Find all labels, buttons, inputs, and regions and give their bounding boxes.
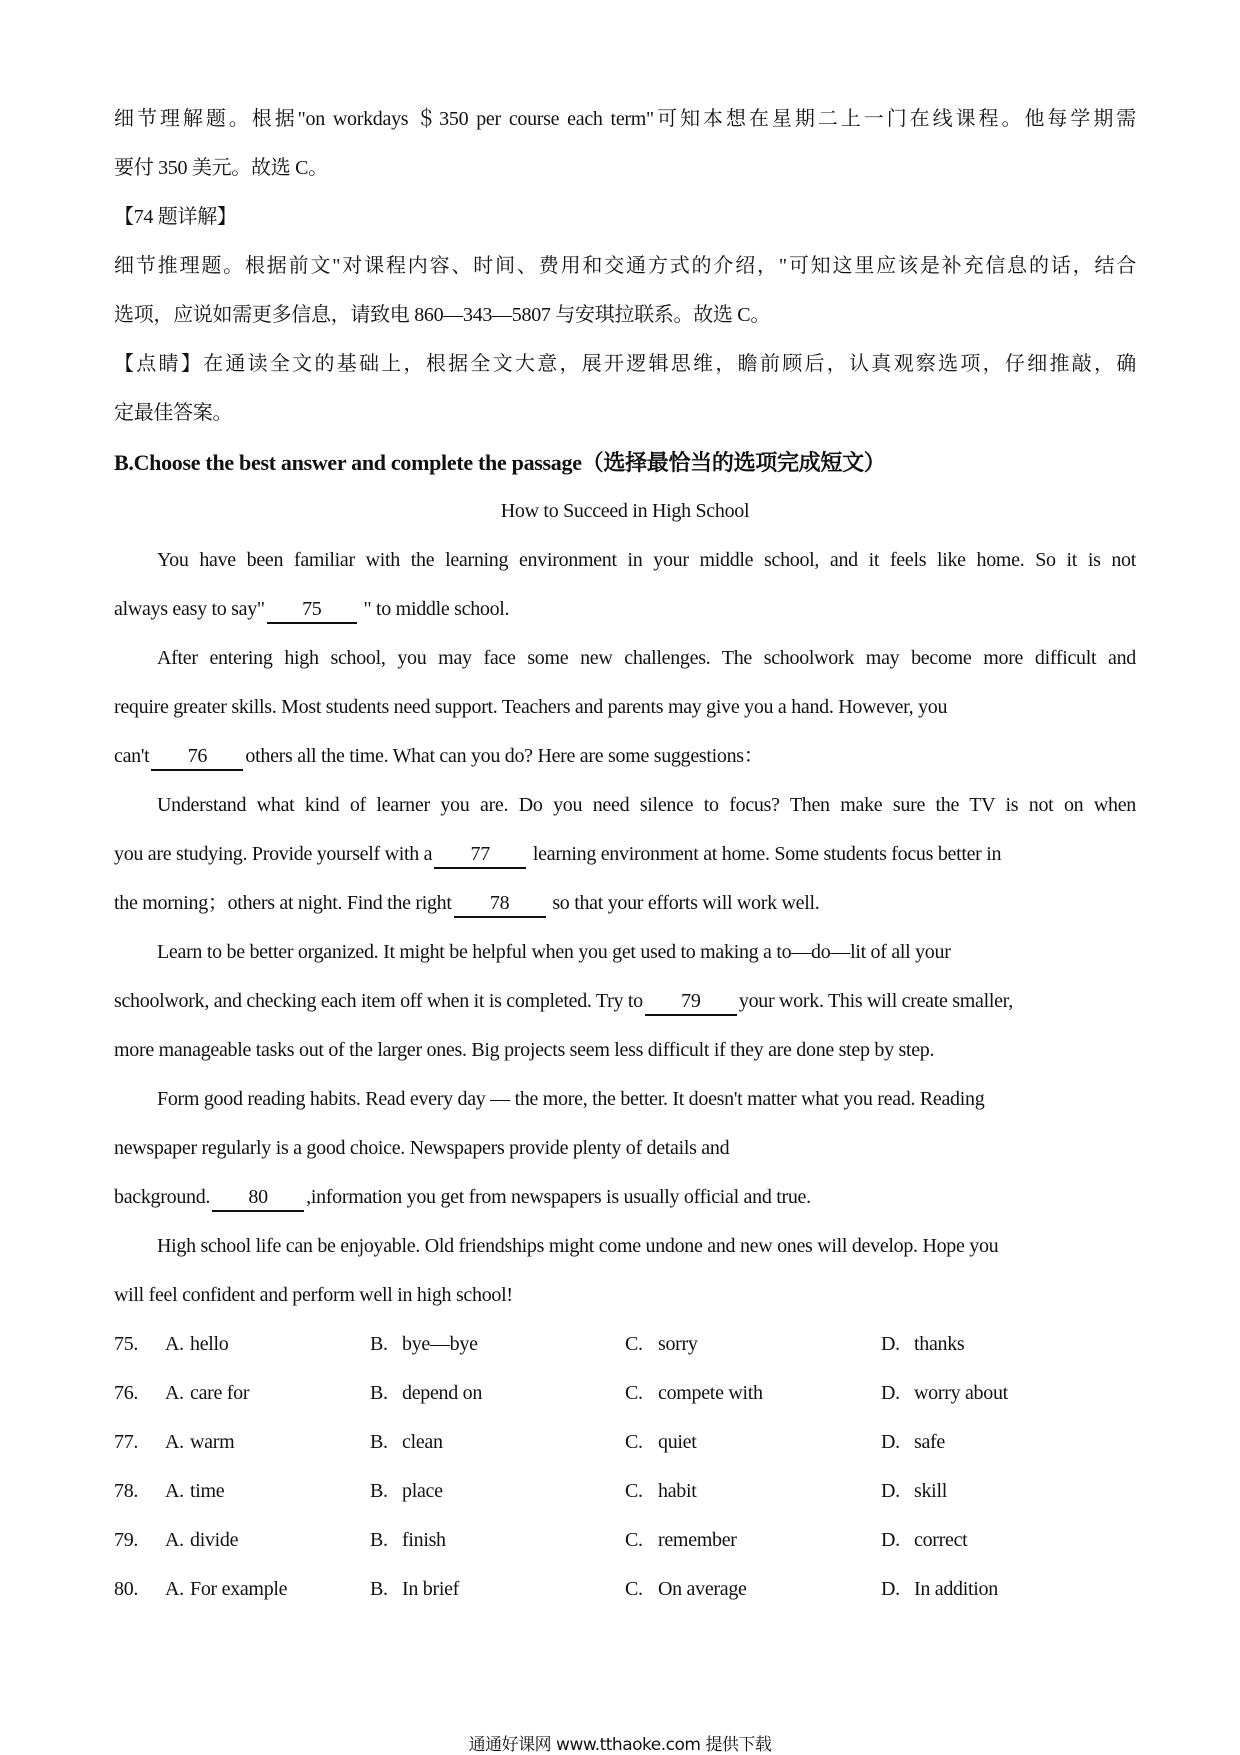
option-letter: D. — [881, 1529, 900, 1551]
blank-78: 78 — [454, 890, 546, 918]
option-c: quiet — [658, 1431, 697, 1453]
section-heading: B.Choose the best answer and complete the passage（选择最恰当的选项完成短文） — [114, 450, 886, 475]
text: you are studying. Provide yourself with a — [114, 843, 433, 865]
question-row — [114, 1565, 1136, 1614]
option-d: safe — [914, 1431, 945, 1453]
passage-line: Understand what kind of learner you are. Do you need silence to focus? Then make sure the TV is not on when — [157, 794, 1136, 816]
question-row — [114, 1320, 1136, 1369]
explanation-line: 细节推理题。根据前文"对课程内容、时间、费用和交通方式的介绍，"可知这里应该是补充信息的话，结合 — [114, 255, 1136, 277]
question-options — [114, 1320, 1136, 1614]
option-letter: A. — [165, 1480, 184, 1502]
passage-line: will feel confident and perform well in high school! — [114, 1284, 513, 1306]
question-number: 77. — [114, 1431, 139, 1453]
text: background. — [114, 1186, 211, 1208]
explanation-heading: 【74 题详解】 — [114, 206, 237, 228]
passage-line: High school life can be enjoyable. Old friendships might come undone and new ones will develop. Hope you — [157, 1235, 999, 1257]
document-page — [114, 95, 1136, 1614]
text: so that your efforts will work well. — [547, 892, 820, 914]
question-number: 79. — [114, 1529, 139, 1551]
option-a: hello — [190, 1333, 229, 1355]
option-letter: C. — [625, 1480, 643, 1502]
passage-line — [114, 732, 1136, 781]
explanation-line: 细节理解题。根据"on workdays ＄350 per course each term"可知本想在星期二上一门在线课程。他每学期需 — [114, 108, 1136, 130]
blank-77: 77 — [434, 841, 526, 869]
blank-80: 80 — [212, 1184, 304, 1212]
passage-line: Learn to be better organized. It might be helpful when you get used to making a to—do—lit of all your — [157, 941, 951, 963]
option-letter: C. — [625, 1578, 643, 1600]
question-row — [114, 1369, 1136, 1418]
option-letter: C. — [625, 1333, 643, 1355]
passage-line — [114, 977, 1136, 1026]
option-a: For example — [190, 1578, 288, 1600]
option-letter: B. — [370, 1431, 388, 1453]
text: " to middle school. — [358, 598, 510, 620]
question-number: 75. — [114, 1333, 139, 1355]
option-b: finish — [402, 1529, 446, 1551]
option-c: On average — [658, 1578, 747, 1600]
option-letter: A. — [165, 1529, 184, 1551]
option-d: thanks — [914, 1333, 965, 1355]
blank-75: 75 — [267, 596, 357, 624]
option-letter: D. — [881, 1480, 900, 1502]
option-letter: C. — [625, 1382, 643, 1404]
option-a: divide — [190, 1529, 239, 1551]
option-letter: A. — [165, 1333, 184, 1355]
option-b: depend on — [402, 1382, 483, 1404]
passage-line — [114, 585, 1136, 634]
option-c: habit — [658, 1480, 697, 1502]
text: your work. This will create smaller, — [738, 990, 1013, 1012]
option-letter: A. — [165, 1382, 184, 1404]
question-number: 78. — [114, 1480, 139, 1502]
text: the morning；others at night. Find the right — [114, 892, 452, 914]
passage-line: more manageable tasks out of the larger ones. Big projects seem less difficult if they are done step by step. — [114, 1039, 935, 1061]
passage-line — [114, 879, 1136, 928]
option-letter: B. — [370, 1382, 388, 1404]
option-c: sorry — [658, 1333, 698, 1355]
text: schoolwork, and checking each item off when it is completed. Try to — [114, 990, 643, 1012]
passage-line — [114, 1173, 1136, 1222]
text: others all the time. What can you do? Here are some suggestions： — [245, 745, 764, 767]
passage-title: How to Succeed in High School — [500, 500, 750, 522]
option-a: warm — [190, 1431, 235, 1453]
option-d: In addition — [914, 1578, 998, 1600]
text: always easy to say" — [114, 598, 265, 620]
option-letter: C. — [625, 1431, 643, 1453]
text: learning environment at home. Some students focus better in — [528, 843, 1002, 865]
option-letter: D. — [881, 1333, 900, 1355]
passage-line: Form good reading habits. Read every day — the more, the better. It doesn't matter what you read. Reading — [157, 1088, 985, 1110]
option-a: care for — [190, 1382, 250, 1404]
blank-76: 76 — [151, 743, 243, 771]
option-b: bye—bye — [402, 1333, 478, 1355]
question-number: 80. — [114, 1578, 139, 1600]
passage-line: newspaper regularly is a good choice. Newspapers provide plenty of details and — [114, 1137, 730, 1159]
passage-line: You have been familiar with the learning environment in your middle school, and it feels like home. So it is not — [157, 549, 1136, 571]
question-row — [114, 1418, 1136, 1467]
question-row — [114, 1516, 1136, 1565]
text: ,information you get from newspapers is usually official and true. — [306, 1186, 811, 1208]
footer-credit: 通通好课网 www.tthaoke.com 提供下载 — [468, 1735, 772, 1755]
text: can't — [114, 745, 150, 767]
passage-line: After entering high school, you may face some new challenges. The schoolwork may become more difficult and — [157, 647, 1136, 669]
option-c: remember — [658, 1529, 737, 1551]
explanation-line: 要付 350 美元。故选 C。 — [114, 157, 328, 179]
tip-line: 定最佳答案。 — [114, 402, 233, 424]
tip-line: 【点睛】在通读全文的基础上，根据全文大意，展开逻辑思维，瞻前顾后，认真观察选项，仔细推敲，确 — [114, 353, 1136, 375]
option-letter: A. — [165, 1431, 184, 1453]
option-b: place — [402, 1480, 443, 1502]
option-letter: C. — [625, 1529, 643, 1551]
option-letter: A. — [165, 1578, 184, 1600]
passage-line — [114, 830, 1136, 879]
option-d: worry about — [914, 1382, 1008, 1404]
option-d: skill — [914, 1480, 947, 1502]
option-b: In brief — [402, 1578, 460, 1600]
passage-line: require greater skills. Most students need support. Teachers and parents may give you a hand. However, you — [114, 696, 948, 718]
option-letter: B. — [370, 1480, 388, 1502]
explanation-line: 选项，应说如需更多信息，请致电 860—343—5807 与安琪拉联系。故选 C。 — [114, 304, 771, 326]
option-c: compete with — [658, 1382, 763, 1404]
option-b: clean — [402, 1431, 443, 1453]
question-row — [114, 1467, 1136, 1516]
option-letter: D. — [881, 1382, 900, 1404]
option-letter: D. — [881, 1431, 900, 1453]
option-a: time — [190, 1480, 225, 1502]
option-d: correct — [914, 1529, 968, 1551]
question-number: 76. — [114, 1382, 139, 1404]
option-letter: D. — [881, 1578, 900, 1600]
option-letter: B. — [370, 1529, 388, 1551]
option-letter: B. — [370, 1333, 388, 1355]
option-letter: B. — [370, 1578, 388, 1600]
blank-79: 79 — [645, 988, 737, 1016]
